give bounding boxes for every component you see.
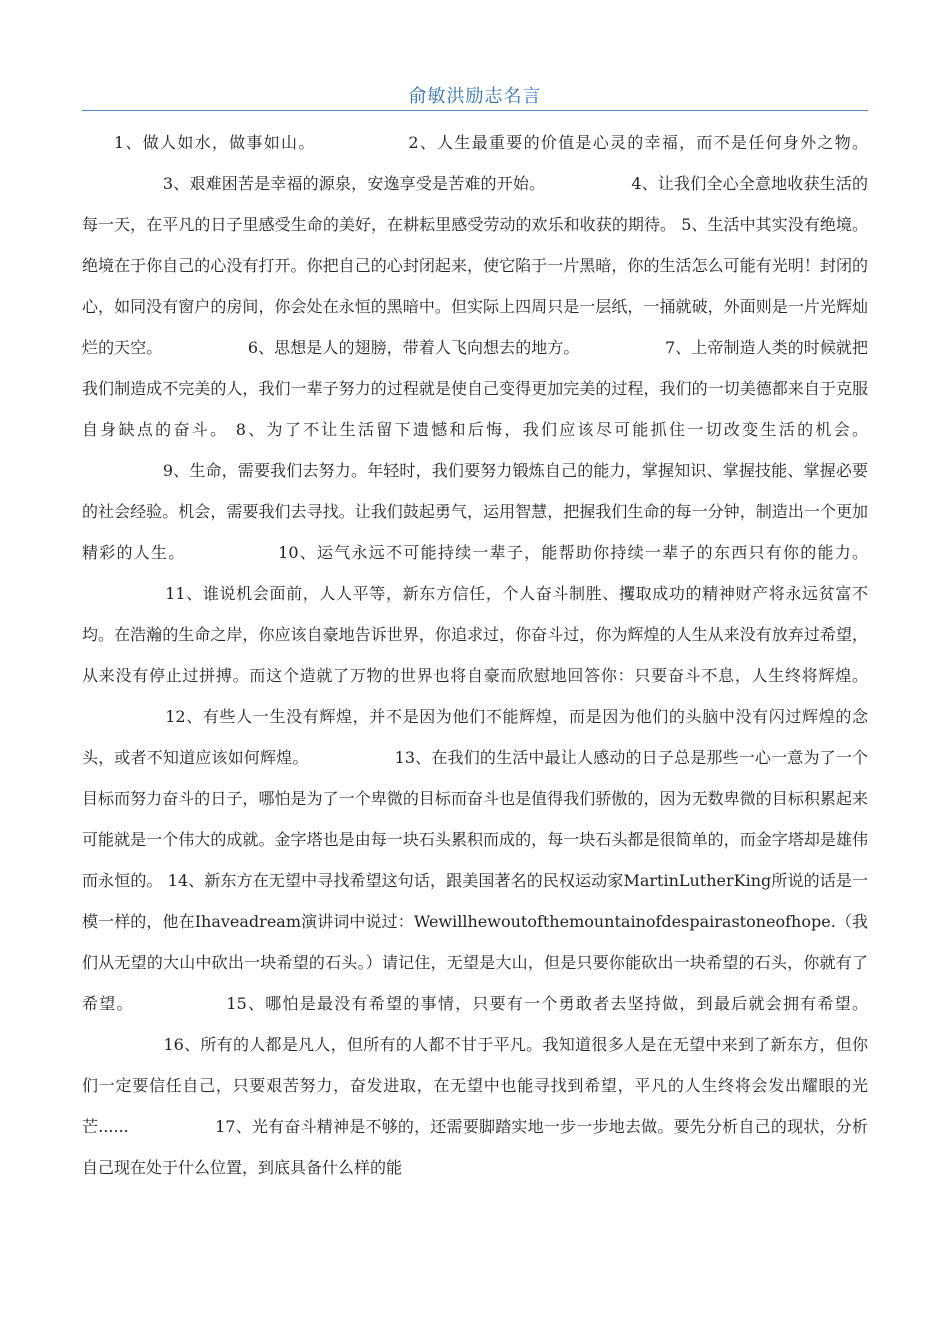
title-divider <box>82 110 868 111</box>
document-title: 俞敏洪励志名言 <box>408 86 542 107</box>
document-body: 1、做人如水，做事如山。 2、人生最重要的价值是心灵的幸福，而不是任何身外之物。 3、艰难困苦是幸福的源泉，安逸享受是苦难的开始。 4、让我们全心全意地收获生活的每一天，在平凡的日子里感受生命的美好，在耕耘里感受劳动的欢乐和收获的期待。 5、生活中其实没有绝境。绝境在于你自己的心没有打开。你把自己的心封闭起来，使它陷于一片黑暗，你的生活怎么可能有光明！封闭的心，如同没有窗户的房间，你会处在永恒的黑暗中。但实际上四周只是一层纸，一捅就破，外面则是一片光辉灿烂的天空。 6、思想是人的翅膀，带着人飞向想去的地方。 7、上帝制造人类的时候就把我们制造成不完美的人，我们一辈子努力的过程就是使自己变得更加完美的过程，我们的一切美德都来自于克服自身缺点的奋斗。 8、为了不让生活留下遗憾和后悔，我们应该尽可能抓住一切改变生活的机会。 9、生命，需要我们去努力。年轻时，我们要努力锻炼自己的能力，掌握知识、掌握技能、掌握必要的社会经验。机会，需要我们去寻找。让我们鼓起勇气，运用智慧，把握我们生命的每一分钟，制造出一个更加精彩的人生。 10、运气永远不可能持续一辈子，能帮助你持续一辈子的东西只有你的能力。 11、谁说机会面前，人人平等，新东方信任，个人奋斗制胜、攫取成功的精神财产将永远贫富不均。在浩瀚的生命之岸，你应该自豪地告诉世界，你追求过，你奋斗过，你为辉煌的人生从来没有放弃过希望，从来没有停止过拼搏。而这个造就了万物的世界也将自豪而欣慰地回答你：只要奋斗不息，人生终将辉煌。 12、有些人一生没有辉煌，并不是因为他们不能辉煌，而是因为他们的头脑中没有闪过辉煌的念头，或者不知道应该如何辉煌。 13、在我们的生活中最让人感动的日子总是那些一心一意为了一个目标而努力奋斗的日子，哪怕是为了一个卑微的目标而奋斗也是值得我们骄傲的，因为无数卑微的目标积累起来可能就是一个伟大的成就。金字塔也是由每一块石头累积而成的，每一块石头都是很简单的，而金字塔却是雄伟而永恒的。 14、新东方在无望中寻找希望这句话，跟美国著名的民权运动家MartinLutherKing所说的话是一模一样的，他在Ihaveadream演讲词中说过：Wewillhewoutofthemountainofdespairastoneofhope.（我们从无望的大山中砍出一块希望的石头。）请记住，无望是大山，但是只要你能砍出一块希望的石头，你就有了希望。 15、哪怕是最没有希望的事情，只要有一个勇敢者去坚持做，到最后就会拥有希望。 16、所有的人都是凡人，但所有的人都不甘于平凡。我知道很多人是在无望中来到了新东方，但你们一定要信任自己，只要艰苦努力，奋发进取，在无望中也能寻找到希望，平凡的人生终将会发出耀眼的光芒...... 17、光有奋斗精神是不够的，还需要脚踏实地一步一步地去做。要先分析自己的现状，分析自己现在处于什么位置，到底具备什么样的能 <box>82 133 868 1177</box>
